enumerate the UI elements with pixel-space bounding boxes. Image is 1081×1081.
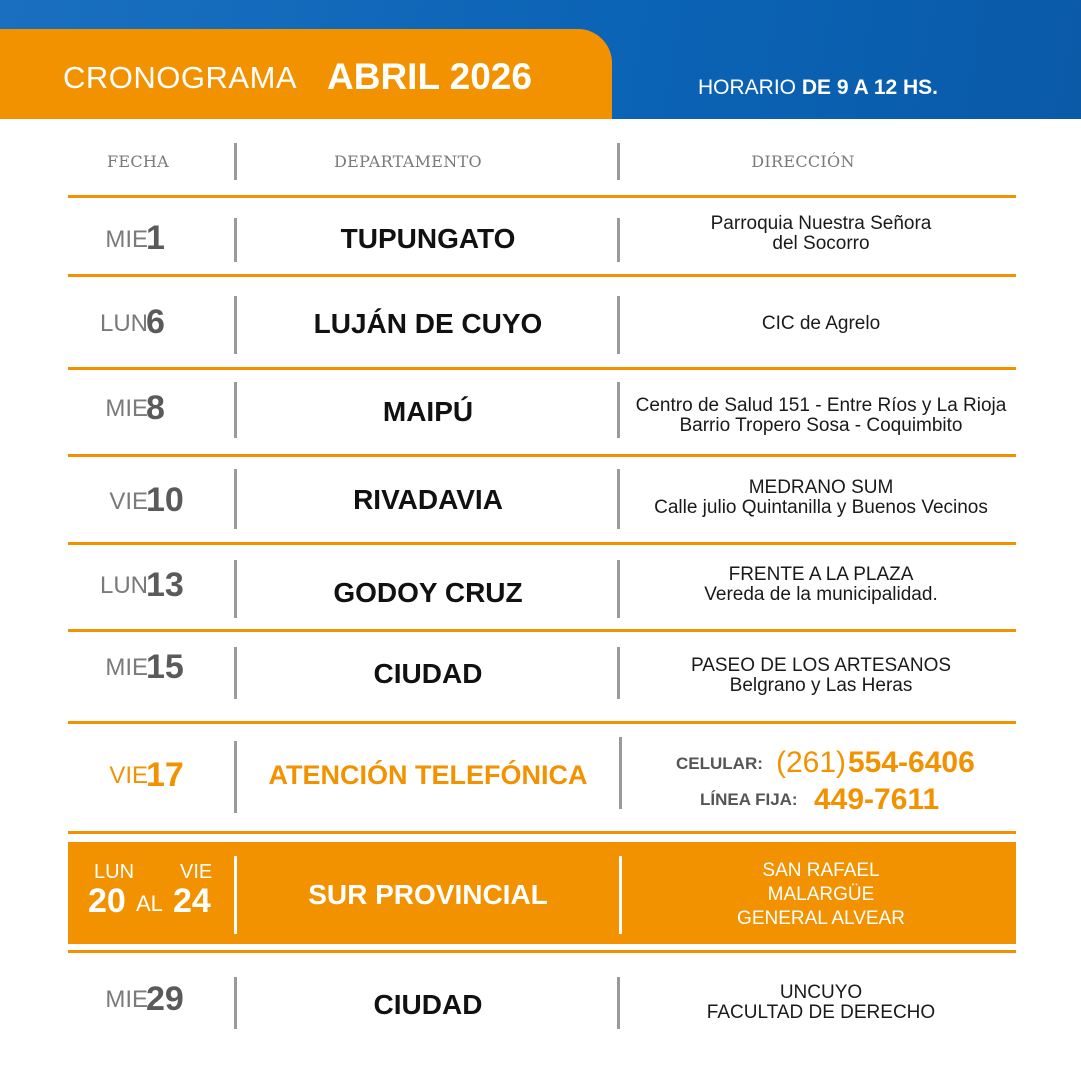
cell-phone-area-code: (261): [776, 746, 847, 779]
row-weekday: LUN: [99, 310, 148, 337]
header-divider: [617, 143, 620, 180]
address-line: Parroquia Nuestra Señora: [710, 213, 932, 234]
date-to: 24: [173, 882, 211, 920]
row-date: 6: [146, 303, 165, 341]
row-weekday: VIE: [109, 762, 148, 789]
row-address: [621, 859, 1021, 931]
address-line: Centro de Salud 151 - Entre Ríos y La Rioja: [635, 395, 1007, 416]
row-weekday: MIE: [105, 986, 148, 1013]
row-weekday: VIE: [109, 488, 148, 515]
address-line: Vereda de la municipalidad.: [704, 584, 938, 605]
row-separator: [68, 454, 1016, 457]
cell-divider: [617, 647, 620, 699]
row-separator: [68, 831, 1016, 834]
header-divider: [234, 143, 237, 180]
row-weekday: LUN: [99, 572, 148, 599]
weekday-from: LUN: [94, 861, 135, 883]
row-address: [621, 214, 1021, 254]
address-line: Belgrano y Las Heras: [729, 675, 913, 696]
address-line: GENERAL ALVEAR: [737, 908, 905, 929]
landline-number[interactable]: 449-7611: [814, 783, 940, 816]
cell-divider: [234, 469, 237, 529]
row-department: LUJÁN DE CUYO: [313, 308, 543, 339]
cell-divider: [234, 741, 237, 813]
schedule-hours: [698, 74, 938, 102]
row-address: [621, 656, 1021, 696]
address-line: del Socorro: [772, 233, 870, 254]
row-address: [621, 983, 1021, 1023]
address-line: UNCUYO: [779, 982, 863, 1003]
row-date: 29: [146, 980, 184, 1018]
column-header-direccion: DIRECCIÓN: [751, 152, 855, 171]
cell-divider: [617, 296, 620, 354]
cell-divider: [234, 856, 237, 934]
row-address: [621, 565, 1021, 605]
address-line: Barrio Tropero Sosa - Coquimbito: [679, 415, 963, 436]
row-date: 1: [146, 219, 165, 257]
row-date: 15: [146, 648, 184, 686]
row-weekday: MIE: [105, 654, 148, 681]
row-department: SUR PROVINCIAL: [308, 879, 548, 910]
row-date: 10: [146, 481, 184, 519]
row-date: 17: [146, 756, 184, 794]
cell-divider: [619, 737, 622, 809]
cell-phone-number[interactable]: 554-6406: [848, 746, 975, 779]
row-separator: [68, 542, 1016, 545]
address-line: FACULTAD DE DERECHO: [706, 1002, 936, 1023]
row-address: [621, 478, 1021, 518]
row-address: [621, 396, 1021, 436]
row-department: TUPUNGATO: [340, 223, 516, 254]
row-address: [621, 314, 1021, 334]
cell-divider: [234, 218, 237, 262]
cell-divider: [234, 560, 237, 618]
row-separator: [68, 367, 1016, 370]
cell-divider: [234, 977, 237, 1029]
address-line: FRENTE A LA PLAZA: [728, 564, 914, 585]
row-separator: [68, 950, 1016, 953]
row-department: ATENCIÓN TELEFÓNICA: [268, 760, 588, 790]
row-date: 8: [146, 389, 165, 427]
row-separator: [68, 721, 1016, 724]
weekday-to: VIE: [180, 861, 213, 883]
row-weekday: MIE: [105, 226, 148, 253]
row-date: 13: [146, 566, 184, 604]
cell-divider: [617, 469, 620, 529]
address-line: SAN RAFAEL: [762, 860, 880, 881]
cell-divider: [234, 382, 237, 438]
row-department: CIUDAD: [373, 658, 483, 689]
row-department: GODOY CRUZ: [333, 577, 523, 608]
row-weekday: MIE: [105, 395, 148, 422]
cell-phone-label: CELULAR:: [676, 754, 763, 773]
address-line: Calle julio Quintanilla y Buenos Vecinos: [654, 497, 988, 518]
cell-divider: [617, 218, 620, 262]
row-department: MAIPÚ: [382, 396, 474, 427]
row-separator: [68, 274, 1016, 277]
date-from: 20: [88, 882, 126, 920]
address-line: PASEO DE LOS ARTESANOS: [690, 655, 952, 676]
hours-range: DE 9 A 12 HS.: [801, 76, 939, 99]
address-line: CIC de Agrelo: [761, 313, 881, 334]
schedule-title: CRONOGRAMA: [63, 60, 298, 95]
cell-divider: [234, 647, 237, 699]
date-connector: AL: [136, 891, 163, 916]
row-separator: [68, 195, 1016, 198]
row-separator: [68, 629, 1016, 632]
cell-divider: [617, 382, 620, 438]
address-line: MALARGÜE: [767, 884, 875, 905]
address-line: MEDRANO SUM: [748, 477, 894, 498]
row-department: RIVADAVIA: [353, 484, 503, 515]
column-header-departamento: DEPARTAMENTO: [334, 152, 482, 171]
hours-prefix: HORARIO: [698, 76, 797, 99]
column-header-fecha: FECHA: [106, 152, 170, 171]
cell-divider: [617, 977, 620, 1029]
schedule-month: ABRIL 2026: [327, 56, 532, 97]
landline-label: LÍNEA FIJA:: [700, 790, 798, 809]
row-department: CIUDAD: [373, 989, 483, 1020]
cell-divider: [617, 560, 620, 618]
cell-divider: [234, 296, 237, 354]
